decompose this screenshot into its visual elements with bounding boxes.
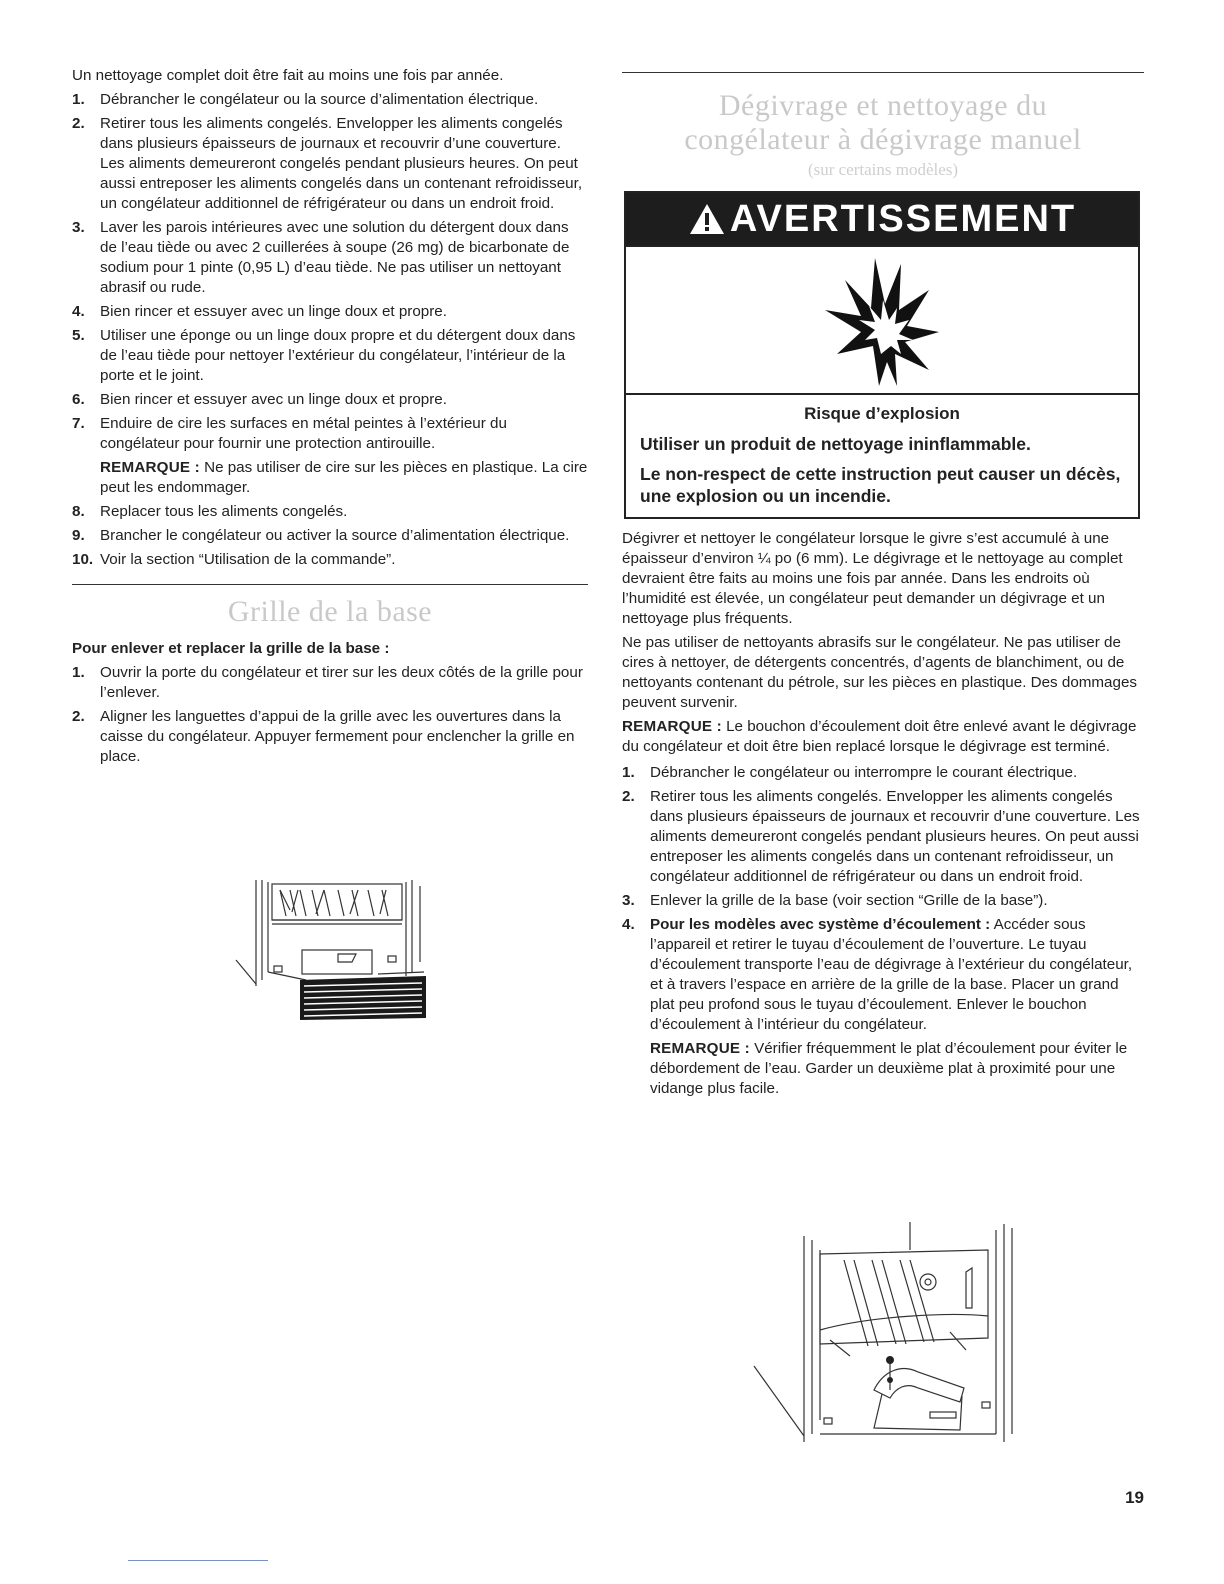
- warning-heading: Risque d’explosion: [804, 404, 960, 423]
- section-divider: [72, 584, 588, 585]
- list-item: 1. Ouvrir la porte du congélateur et tirer sur les deux côtés de la grille pour l’enlever.: [72, 664, 583, 701]
- section-divider: [622, 72, 1144, 73]
- defrost-para-2: Ne pas utiliser de nettoyants abrasifs sur le congélateur. Ne pas utiliser de cires à nettoyer, de détergents concentrés, d’agents de blanchiment, ou de nettoyants contenant du pétrole, sur les pièces en plastique. Des dommages peuvent survenir.: [622, 634, 1137, 711]
- explosion-icon: [817, 250, 947, 390]
- list-item: 3. Enlever la grille de la base (voir section “Grille de la base”).: [622, 892, 1048, 909]
- page-number: 19: [1125, 1488, 1144, 1507]
- footer-divider: [128, 1560, 268, 1561]
- defrost-subtitle: (sur certains modèles): [807, 160, 959, 179]
- list-item: 2. Aligner les languettes d’appui de la grille avec les ouvertures dans la caisse du congélateur. Appuyer fermement pour enclencher la grille en place.: [72, 708, 575, 765]
- warning-line-2: Le non-respect de cette instruction peut causer un décès, une explosion ou un incendie.: [640, 464, 1121, 506]
- warning-banner: [626, 193, 1138, 247]
- cleaning-steps: [72, 90, 588, 454]
- warning-text: [626, 395, 1138, 517]
- cleaning-steps-continued: [72, 502, 588, 570]
- defrost-para-1: Dégivrer et nettoyer le congélateur lorsque le givre s’est accumulé à une épaisseur d’environ ¼ po (6 mm). Le dégivrage et le nettoyage au complet devraient être faits au moins une fois par année. Dans les endroits où l’humidité est élevée, un congélateur peut demander un dégivrage et un nettoyage plus fréquents.: [622, 530, 1123, 627]
- list-item: 7. Enduire de cire les surfaces en métal peintes à l’extérieur du congélateur pour fournir une protection antirouille.: [72, 415, 507, 452]
- note-wax: REMARQUE : Ne pas utiliser de cire sur les pièces en plastique. La cire peut les endommager.: [100, 459, 588, 496]
- warning-line-1: Utiliser un produit de nettoyage ininflammable.: [640, 434, 1031, 454]
- drain-system-illustration: [750, 1220, 1030, 1450]
- intro-text: Un nettoyage complet doit être fait au moins une fois par année.: [72, 67, 504, 84]
- list-item: 8. Replacer tous les aliments congelés.: [72, 503, 348, 520]
- list-item: 5. Utiliser une éponge ou un linge doux propre et du détergent doux dans de l’eau tiède pour nettoyer l’extérieur du congélateur, l’intérieur de la porte et le joint.: [72, 327, 576, 384]
- list-item: 1. Débrancher le congélateur ou la source d’alimentation électrique.: [72, 91, 539, 108]
- base-grille-illustration: [228, 876, 438, 1026]
- list-item: 1. Débrancher le congélateur ou interrompre le courant électrique.: [622, 764, 1078, 781]
- list-item: 10. Voir la section “Utilisation de la commande”.: [72, 551, 396, 568]
- defrost-steps: [622, 763, 1144, 1035]
- grille-steps: [72, 663, 588, 767]
- defrost-note-1: REMARQUE : Le bouchon d’écoulement doit être enlevé avant le dégivrage du congélateur et doit être bien replacé lorsque le dégivrage est terminé.: [622, 718, 1137, 755]
- warning-box: [624, 191, 1140, 519]
- defrost-title: Dégivrage et nettoyage du congélateur à dégivrage manuel: [684, 89, 1082, 156]
- list-item: 4. Bien rincer et essuyer avec un linge doux et propre.: [72, 303, 447, 320]
- list-item: 2. Retirer tous les aliments congelés. Envelopper les aliments congelés dans plusieurs épaisseurs de journaux et recouvrir d’une couverture. Les aliments demeureront congelés pendant plusieurs heures. On peut aussi entreposer les aliments congelés dans un contenant refroidisseur, un congélateur additionnel de réfrigérateur ou dans un endroit froid.: [622, 788, 1140, 885]
- list-item: 6. Bien rincer et essuyer avec un linge doux et propre.: [72, 391, 447, 408]
- list-item: 9. Brancher le congélateur ou activer la source d’alimentation électrique.: [72, 527, 570, 544]
- warning-banner-text: AVERTISSEMENT: [729, 198, 1077, 240]
- grille-title: Grille de la base: [227, 595, 433, 628]
- left-column: [72, 66, 588, 771]
- list-item: 3. Laver les parois intérieures avec une solution du détergent doux dans de l’eau tiède ou avec 2 cuillerées à soupe (26 mg) de bicarbonate de sodium pour 1 pinte (0,95 L) d’eau tiède. Ne pas utiliser un nettoyant abrasif ou rude.: [72, 219, 570, 296]
- list-item: 4. Pour les modèles avec système d’écoulement : Accéder sous l’appareil et retirer le tuyau d’écoulement de l’ouverture. Le tuyau d’écoulement transporte l’eau de dégivrage à l’extérieur du congélateur, et à travers l’espace en arrière de la grille de la base. Placer un grand plat peu profond sous le tuyau d’écoulement. Enlever le bouchon d’écoulement à l’intérieur du congélateur.: [622, 916, 1133, 1033]
- defrost-note-2: REMARQUE : Vérifier fréquemment le plat d’écoulement pour éviter le débordement de l’eau. Garder un deuxième plat à proximité pour une vidange plus facile.: [650, 1040, 1128, 1097]
- right-column: [622, 66, 1144, 1103]
- warning-triangle-icon: [688, 202, 726, 236]
- grille-subhead: Pour enlever et replacer la grille de la base :: [72, 640, 390, 657]
- explosion-pictogram: [626, 247, 1138, 395]
- list-item: 2. Retirer tous les aliments congelés. Envelopper les aliments congelés dans plusieurs épaisseurs de journaux et recouvrir d’une couverture. Les aliments demeureront congelés pendant plusieurs heures. On peut aussi entreposer les aliments congelés dans un contenant refroidisseur, un congélateur additionnel de réfrigérateur ou dans un endroit froid.: [72, 115, 583, 212]
